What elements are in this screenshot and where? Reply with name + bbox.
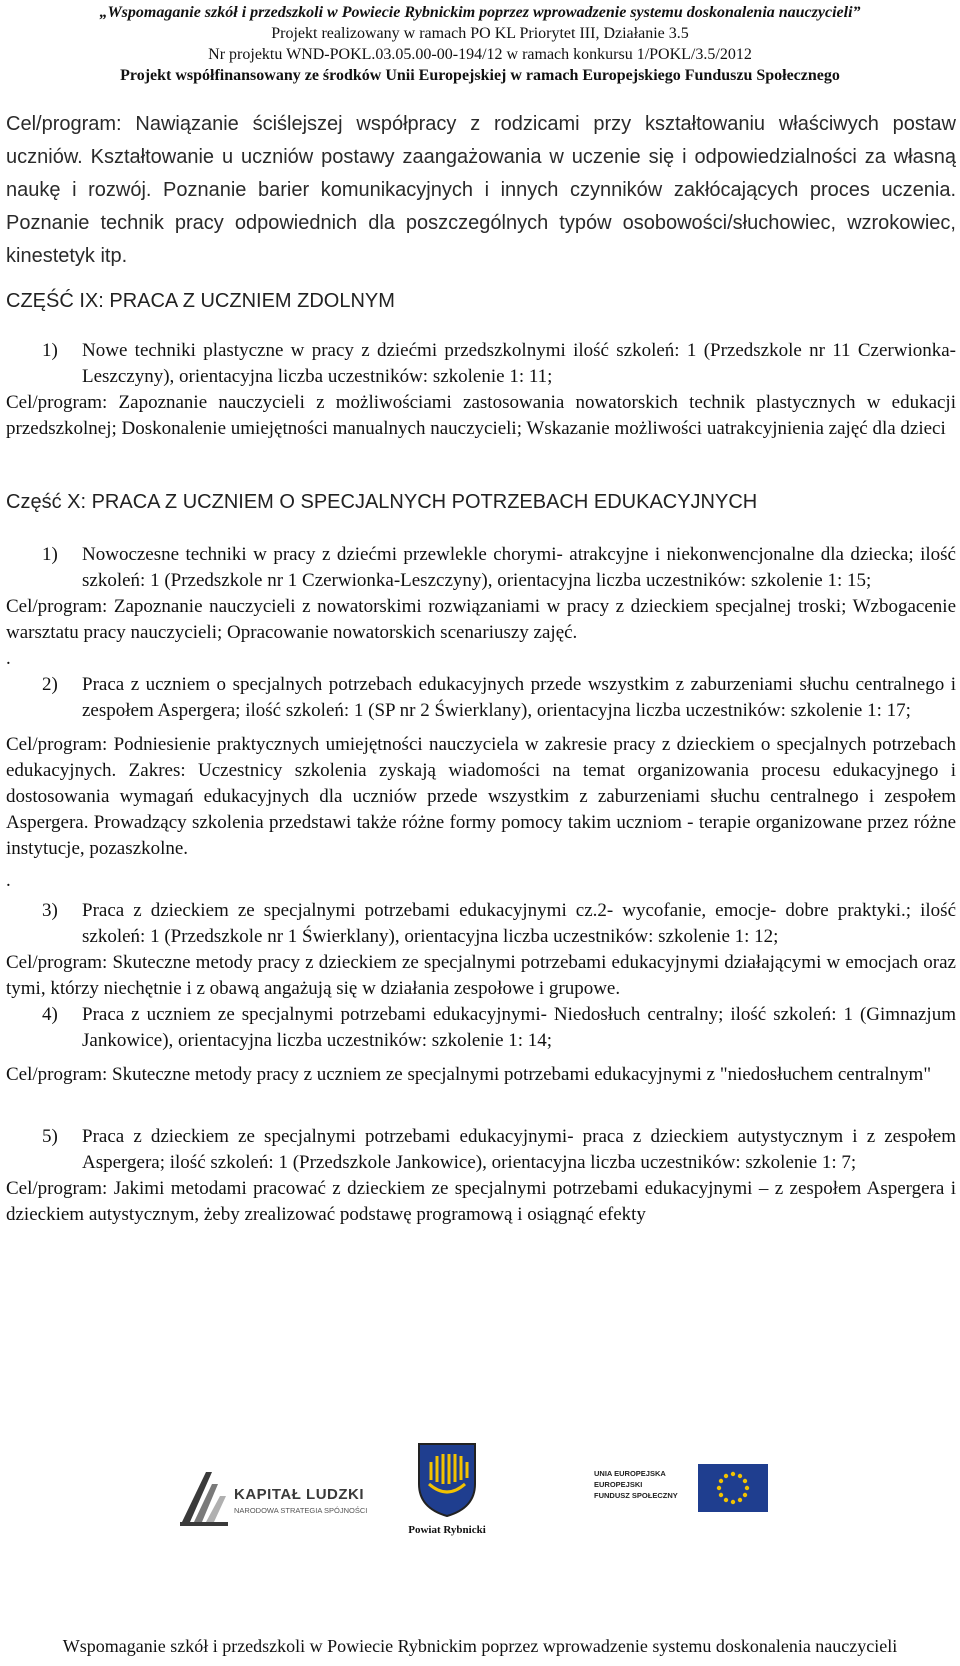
header-program-line: Projekt realizowany w ramach PO KL Priorytet III, Działanie 3.5	[271, 25, 689, 42]
list-item-goal: Cel/program: Podniesienie praktycznych umiejętności nauczyciela w zakresie pracy z dzieckiem o specjalnych potrzebach edukacyjnych. Zakres: Uczestnicy szkolenia zyskają wiadomości na temat organizowania procesu edukacyjnego i dostosowania wymagań edukacyjnych dla uczniów przede wszystkim z zaburzeniami słuchu centralnego i zespołem Aspergera. Prowadzący szkolenia przedstawi także różne formy pomocy takim uczniom - terapie organizowane przez różne instytucje, pozaszkolne.	[6, 734, 956, 859]
list-item-number: 5)	[42, 1126, 58, 1147]
stray-dot: .	[6, 648, 11, 669]
header-cofinancing: Projekt współfinansowany ze środków Unii Europejskiej w ramach Europejskiego Funduszu Społecznego	[120, 67, 840, 84]
list-item	[6, 898, 956, 950]
list-item-goal: Cel/program: Jakimi metodami pracować z dzieckiem ze specjalnymi potrzebami edukacyjnymi – z zespołem Aspergera i dzieckiem autystycznym, żeby zrealizować podstawę programową i osiągnąć efekty	[6, 1178, 956, 1225]
eu-label-line3: FUNDUSZ SPOŁECZNY	[594, 1491, 678, 1500]
list-item-goal: Cel/program: Skuteczne metody pracy z uczniem ze specjalnymi potrzebami edukacyjnymi z "niedosłuchem centralnym"	[6, 1064, 932, 1085]
footer-logos	[0, 1440, 960, 1590]
list-item	[6, 1002, 956, 1054]
section-10	[6, 489, 956, 515]
list-item-number: 2)	[42, 674, 58, 695]
section-9-list	[6, 338, 956, 442]
list-item-text: Nowoczesne techniki w pracy z dziećmi przewlekle chorymi- atrakcyjne i niekonwencjonalne dla dziecka; ilość szkoleń: 1 (Przedszkole nr 1 Czerwionka-Leszczyny), orientacyjna liczba uczestników: szkolenie 1: 15;	[82, 544, 956, 591]
header-project-number: Nr projektu WND-POKL.03.05.00-00-194/12 w ramach konkursu 1/POKL/3.5/2012	[208, 46, 752, 63]
intro-section	[6, 108, 956, 273]
header-project-title: „Wspomaganie szkół i przedszkoli w Powiecie Rybnickim poprzez wprowadzenie systemu doskonalenia nauczycieli”	[99, 4, 861, 21]
list-item-text: Nowe techniki plastyczne w pracy z dziećmi przedszkolnymi ilość szkoleń: 1 (Przedszkole nr 11 Czerwionka-Leszczyny), orientacyjna liczba uczestników: szkolenie 1: 11;	[82, 340, 956, 387]
powiat-crest-icon	[415, 1440, 479, 1518]
eu-efs-logo	[594, 1460, 774, 1524]
eu-flag-icon	[698, 1464, 768, 1512]
list-item	[6, 672, 956, 724]
list-item-number: 3)	[42, 900, 58, 921]
list-item-text: Praca z dzieckiem ze specjalnymi potrzebami edukacyjnymi- praca z dzieckiem autystycznym i z zespołem Aspergera; ilość szkoleń: 1 (Przedszkole Jankowice), orientacyjna liczba uczestników: szkolenie 1: 7;	[82, 1126, 956, 1173]
list-item-number: 1)	[42, 544, 58, 565]
list-item	[6, 542, 956, 594]
list-item-text: Praca z dzieckiem ze specjalnymi potrzebami edukacyjnymi cz.2- wycofanie, emocje- dobre praktyki.; ilość szkoleń: 1 (Przedszkole nr 1 Świerklany), orientacyjna liczba uczestników: szkolenie 1: 12;	[82, 900, 956, 947]
intro-goal-paragraph: Cel/program: Nawiązanie ściślejszej współpracy z rodzicami przy kształtowaniu właściwych postaw uczniów. Kształtowanie u uczniów postawy zaangażowania w uczenie się i odpowiedzialności za własną naukę i rozwój. Poznanie barier komunikacyjnych i innych czynników zakłócających proces uczenia. Poznanie technik pracy odpowiednich dla poszczególnych typów osobowości/słuchowiec, wzrokowiec, kinestetyk itp.	[6, 113, 956, 267]
list-item-text: Praca z uczniem ze specjalnymi potrzebami edukacyjnymi- Niedosłuch centralny; ilość szkoleń: 1 (Gimnazjum Jankowice), orientacyjna liczba uczestników: szkolenie 1: 14;	[82, 1004, 956, 1051]
section-9	[6, 288, 956, 314]
list-item-goal: Cel/program: Zapoznanie nauczycieli z możliwościami zastosowania nowatorskich technik plastycznych w edukacji przedszkolnej; Doskonalenie umiejętności manualnych nauczycieli; Wskazanie możliwości uatrakcyjnienia zajęć dla dzieci	[6, 392, 956, 439]
eu-label-line1: UNIA EUROPEJSKA	[594, 1469, 666, 1478]
section-9-title: CZĘŚĆ IX: PRACA Z UCZNIEM ZDOLNYM	[6, 290, 395, 312]
list-item-goal: Cel/program: Skuteczne metody pracy z dzieckiem ze specjalnymi potrzebami edukacyjnymi działającymi w emocjach oraz tymi, którzy niechętnie i z obawą angażują się w działania zespołowe i grupowe.	[6, 952, 956, 999]
list-item-text: Praca z uczniem o specjalnych potrzebach edukacyjnych przede wszystkim z zaburzeniami słuchu centralnego i zespołem Aspergera; ilość szkoleń: 1 (SP nr 2 Świerklany), orientacyjna liczba uczestników: szkolenie 1: 17;	[82, 674, 956, 721]
list-item-goal: Cel/program: Zapoznanie nauczycieli z nowatorskimi rozwiązaniami w pracy z dzieckiem specjalnej troski; Wzbogacenie warsztatu pracy nauczycieli; Opracowanie nowatorskich scenariuszy zajęć.	[6, 596, 956, 643]
kapital-ludzki-subtitle: NARODOWA STRATEGIA SPÓJNOŚCI	[234, 1506, 368, 1515]
page-footer: Wspomaganie szkół i przedszkoli w Powiecie Rybnickim poprzez wprowadzenie systemu doskonalenia nauczycieli	[62, 1636, 898, 1656]
list-item-number: 1)	[42, 340, 58, 361]
kapital-ludzki-emblem-icon	[176, 1466, 232, 1530]
kapital-ludzki-title: KAPITAŁ LUDZKI	[234, 1486, 365, 1503]
stray-dot: .	[6, 870, 11, 891]
list-item	[6, 338, 956, 390]
section-10-list	[6, 542, 956, 1228]
page-header	[0, 2, 960, 86]
eu-label-line2: EUROPEJSKI	[594, 1480, 643, 1489]
list-item	[6, 1124, 956, 1176]
section-10-title: Część X: PRACA Z UCZNIEM O SPECJALNYCH POTRZEBACH EDUKACYJNYCH	[6, 491, 758, 513]
powiat-rybnicki-logo	[392, 1440, 502, 1550]
list-item-number: 4)	[42, 1004, 58, 1025]
kapital-ludzki-logo	[176, 1466, 376, 1530]
powiat-rybnicki-label: Powiat Rybnicki	[408, 1524, 486, 1536]
